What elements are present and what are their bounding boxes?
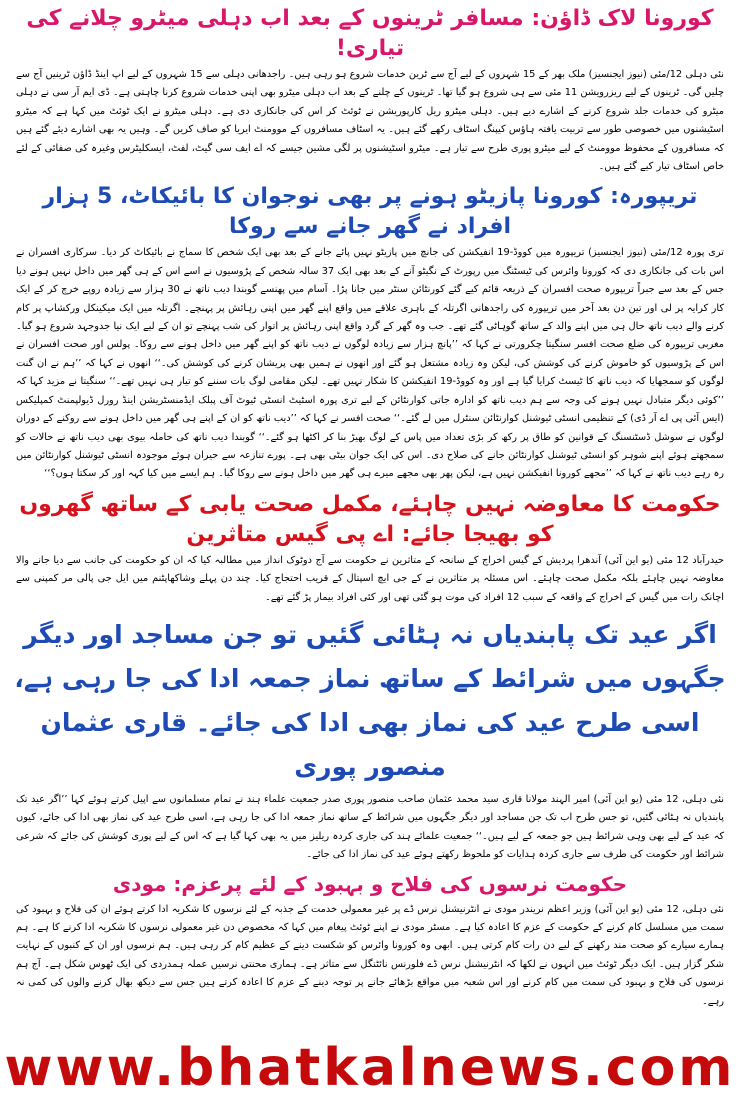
article-2-headline: تریپورہ: کورونا پازیٹو ہونے پر بھی نوجوان کا بائیکاٹ، 5 ہزار افراد نے گھر جانے سے روکا: [42, 184, 698, 240]
article-3-body: حیدرآباد 12 مئی (یو این آئی) آندھرا پردیش کے گیس اخراج کے سانحہ کے متاثرین نے حکومت سے آج دوٹوک انداز میں مطالبہ کیا کہ ان کو حکومت کی جانب سے دیا جانے والا معاوضہ نہیں چاہئے بلکہ مکمل صحت چاہئے۔ اس مسئلہ پر متاثرین نے کے جی ایچ اسپتال کے قریب احتجاج کیا۔ چند دن پہلے وشاکھاپٹنم میں ایل جی پالی مر کمپنی سے اچانک رات میں گیس کے اخراج کے واقعہ کے سبب 12 افراد کی موت ہو گئی تھی اور کئی افراد بیمار پڑ گئے تھے۔: [16, 554, 724, 603]
website-url[interactable]: www.bhatkalnews.com: [4, 1038, 736, 1098]
article-5-headline: حکومت نرسوں کی فلاح و بہبود کے لئے پرعزم: مودی: [112, 871, 628, 896]
article-2-body: تری پورہ 12/مئی (نیوز ایجنسیز) تریپورہ میں کووڈ-19 انفیکشن کی جانچ میں پازیٹو نہیں پائے جانے کے بعد بھی ایک شخص کا سماج نے بائیکاٹ کر دیا۔ سرکاری افسران نے اس بات کی جانکاری دی کہ کورونا وائرس کی ٹیسٹنگ میں رپورٹ کے نگیٹو آنے کے بعد بھی ایک 37 سالہ شخص کے پڑوسیوں نے اسے اس کے ہی گھر میں داخل نہیں ہونے دیا جس کے بعد سے جبراً تریپورہ صحت افسران کے ذریعہ قائم کیے گئے کورنٹائن سنٹر میں جانا پڑا۔ آسام میں پھنسے گوبندا دیب ناتھ نے 30 ہزار سے زیادہ روپے خرچ کر کے ایک کار کرایہ پر لی اور تین دن بعد آخر میں تریپورہ کی راجدھانی اگرتلہ کے باہری علاقے میں واقع اپنے گھر میں اپنی رہائش پر پہنچے۔ اگرتلہ میں ایک میکینکل ورکشاپ پر کام کرنے والے دیب ناتھ حال ہی میں اپنے والد کے ساتھ گوہاٹی گئے تھے۔ جب وہ گھر کے گرد واقع اپنی رہائش پر اتوار کی شب پہنچے تو ان کے لیے ایک نیا جدوجہد شروع ہو گیا۔ مغربی تریپورہ کی ضلع صحت افسر سنگیتا چکرورتی نے کہا کہ ’’پانچ ہزار سے زیادہ لوگوں نے دیب ناتھ کو اپنے گھر میں داخل ہونے سے روکا۔ پولس اور صحت افسران نے اس کے پڑوسیوں کو خاموش کرنے کی کوشش کی، لیکن وہ زیادہ مشتعل ہو گئے اور انھوں نے ہمیں بھی پریشان کرنے کی کوشش کی۔‘‘ انھوں نے کہا کہ ’’ہم نے ان گنت لوگوں کو سمجھایا کہ دیب ناتھ کا ٹیسٹ کرایا گیا ہے اور وہ کووڈ-19 انفیکشن کا شکار نہیں تھے۔ لیکن مقامی لوگ بات سننے کو تیار ہی نہیں تھے۔‘‘ سنگیتا نے مزید کہا کہ ’’کوئی دیگر متبادل نہیں ہونے کی وجہ سے ہم دیب ناتھ کو ادارہ جاتی کوارنٹائن کے لیے تری پورہ اسٹیٹ انسٹی ٹیوٹ آف پبلک ایڈمنسٹریشن اینڈ رورل ڈیولپمنٹ کمپلیکس (ایس آئی پی اے آر ڈی) کے تنظیمی انسٹی ٹیوشنل کوارنٹائن سنٹرل میں لے گئے۔‘‘ صحت افسر نے کہا کہ ’’دیب ناتھ کو ان کے اپنے ہی گھر میں داخل ہونے سے روکنے کے دوران لوگوں نے سوشل ڈسٹنسنگ کے قوانین کو طاق پر رکھ کر بڑی تعداد میں پاس کے لوگ بھیڑ بنا کر اکٹھا ہو گئے۔‘‘ گوبندا دیب ناتھ کی حاملہ بیوی بھی دیب ناتھ نے حالات کو سمجھتے ہوئے اپنے شوہر کو انسٹی ٹیوشنل کوارنٹائن جانے کی صلاح دی۔ اس کی ایک جوان بیٹی بھی ہے۔ پورے تنازعہ سے حیران ہوئے موجودہ انسٹی ٹیوشنل کوارنٹائن میں رہ رہے دیب ناتھ نے کہا کہ ’’مجھے کورونا انفیکشن نہیں ہے، لیکن پھر بھی مجھے میرے ہی گھر میں داخل ہونے سے روکا گیا۔ ہم ایسے میں کیا کہہ اور کر سکتا ہوں؟‘‘: [16, 247, 725, 480]
article-4-body: نئی دہلی، 12 مئی (یو این آئی) امیر الہند مولانا قاری سید محمد عثمان صاحب منصور پوری صدر جمعیت علماء ہند نے تمام مسلمانوں سے اپیل کرتے ہوئے کہا ’’اگر عید تک پابندیاں نہ ہٹائی گئیں، تو جس طرح اب تک جن مساجد اور دیگر جگہوں میں شرائط کے ساتھ نماز جمعہ ادا کی جا رہی ہے، اسی طرح عید کی نماز بھی ادا کی جائے، کیوں کہ عید کے لیے بھی وہی شرائط ہیں جو جمعہ کے لیے ہیں۔‘‘ جمعیت علمائے ہند کی جاری کردہ ریلیز میں یہ بھی کہا گیا ہے کہ اس کے لیے پوری کوشش کی جائے کہ شرعی شرائط اور حکومت کی طرف سے جاری کردہ ہدایات کو ملحوظ رکھتے ہوئے عید کی نماز ادا کی جائے۔: [16, 793, 724, 861]
footer-banner: [0, 1037, 740, 1099]
article-1-body: نئی دہلی 12/مئی (نیوز ایجنسیز) ملک بھر کے 15 شہروں کے لیے آج سے ٹرین خدمات شروع ہو رہی ہیں۔ راجدھانی دہلی سے 15 شہروں کے لیے اپ اینڈ ڈاؤن ٹرینیں آج سے چلیں گی۔ ٹرینوں کے لیے ریزرویشن 11 مئی سے ہی شروع ہو گیا تھا۔ ٹرینوں کے چلنے کے بعد اب دہلی میٹرو بھی اپنی خدمات شروع کرنا چاہتی ہے۔ ڈی ایم آر سی نے دہلی میٹرو کی خدمات جلد شروع کرنے کے اشارے دیے ہیں۔ دہلی میٹرو ریل کارپوریشن نے ٹوئٹ کر اس کی جانکاری دی ہے۔ دہلی میٹرو نے ایک ٹوئٹ میں کہا ہے کہ میٹرو اسٹیشنوں میں خصوصی طور سے تربیت یافتہ ہاؤس کیپنگ اسٹاف رکھے گئے ہیں۔ یہ اسٹاف مسافروں کے موومنٹ ایریا کو صاف کریں گے۔ وہیں یہ بھی اشارے دیئے گئے ہیں کہ مسافروں کے محفوظ موومنٹ کے لیے میٹرو پوری طرح سے تیار ہے۔ میٹرو اسٹیشنوں پر لگی مشین جیسے کہ اے ایف سی گیٹ، لفٹ، ایسکلیٹرس وغیرہ کی صفائی کے لئے خاص اسٹاف تیار کیے گئے ہیں۔: [16, 69, 725, 173]
article-1-headline: کورونا لاک ڈاؤن: مسافر ٹرینوں کے بعد اب دہلی میٹرو چلانے کی تیاری!: [26, 6, 714, 61]
article-5-body: نئی دہلی، 12 مئی (یو این آئی) وزیر اعظم نریندر مودی نے انٹرنیشنل نرس ڈے پر غیر معمولی خدمت کے جذبہ کے لئے نرسوں کا شکریہ ادا کرتے ہوئے ان کی فلاح و بہبود کی سمت میں مسلسل کام کرنے کے حکومت کے عزم کا اعادہ کیا ہے۔ مسٹر مودی نے اپنے ٹوئٹ پیغام میں کہا کہ مخصوص دن غیر معمولی نرسوں کا شکریہ ادا کرنے کا ہے۔ ہم ہمارے سیارے کو صحت مند رکھنے کے لیے دن رات کام کرتی ہیں۔ ابھی وہ کورونا وائرس کو شکست دینے کے عظیم کام کر رہی ہیں۔ ہم نرسوں اور ان کے کنبوں کے نہایت شکر گزار ہیں۔ ایک دیگر ٹوئٹ میں انہوں نے لکھا کہ انٹرنیشنل نرس ڈے فلورنس نائٹنگل سے متاثر ہے۔ ہماری محنتی نرسیں عملہ ہمدردی کی ایک ٹھوس شکل ہے۔ آج ہم نرسوں کی فلاح و بہبود کی سمت میں کام کرنے اور اس شعبہ میں مواقع بڑھائے جانے پر توجہ دینے کے عزم کا اعادہ کرتے ہیں جس سے دیکھ بھال کرنے والوں کی کمی نہ رہے۔: [16, 903, 724, 1007]
article-4-headline: اگر عید تک پابندیاں نہ ہٹائی گئیں تو جن مساجد اور دیگر جگہوں میں شرائط کے ساتھ نماز جمعہ ادا کی جا رہی ہے، اسی طرح عید کی نماز بھی ادا کی جائے۔ قاری عثمان منصور پوری: [14, 619, 726, 781]
article-3-headline: حکومت کا معاوضہ نہیں چاہئے، مکمل صحت یابی کے ساتھ گھروں کو بھیجا جائے: اے پی گیس متاثرین: [19, 491, 721, 547]
